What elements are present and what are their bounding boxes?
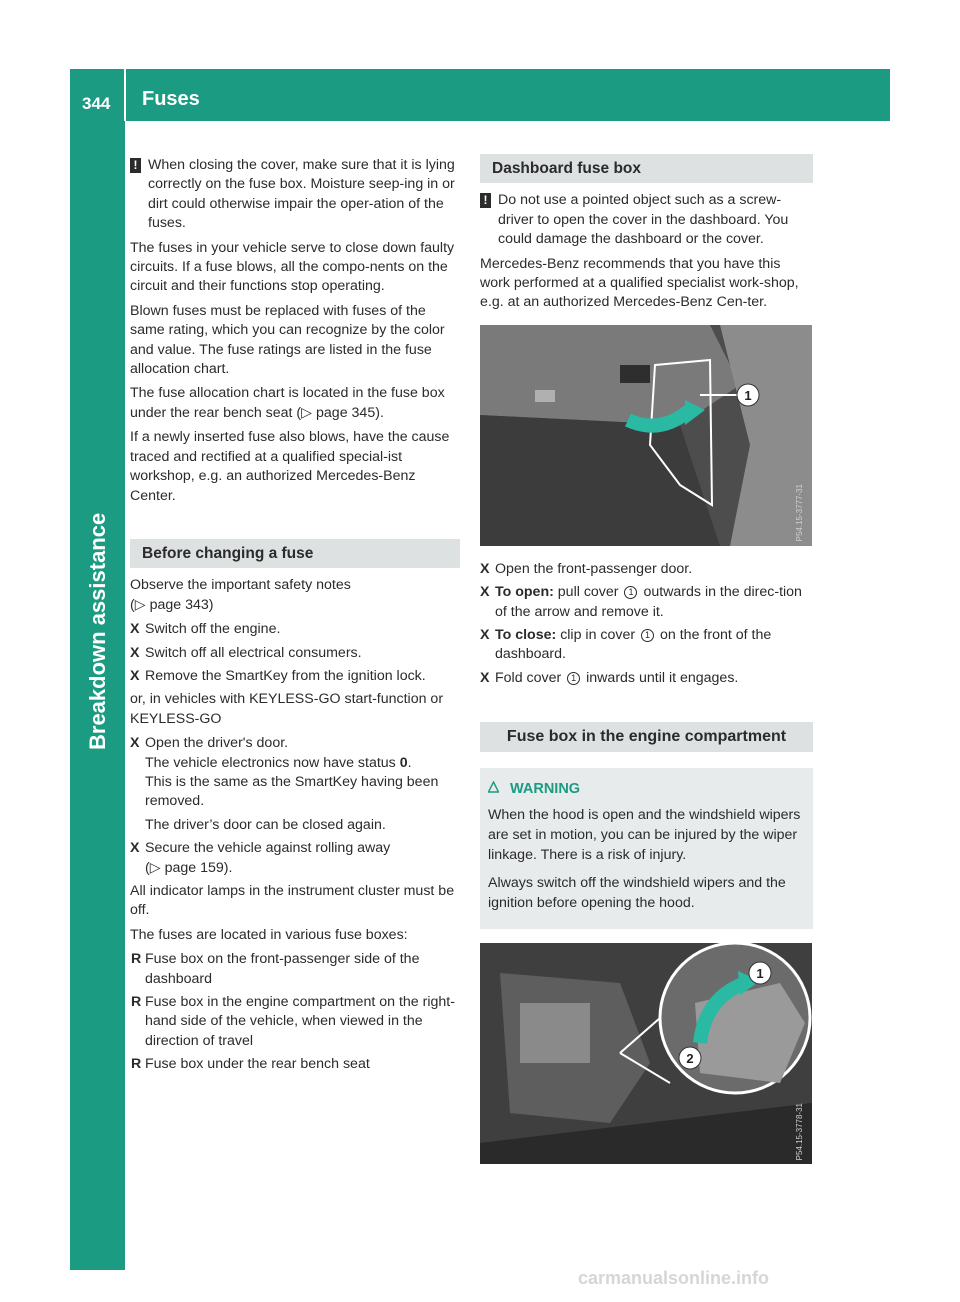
step-subtext: The vehicle electronics now have status [145, 754, 396, 771]
step-text: Open the front-passenger door. [495, 560, 693, 577]
step-item [130, 667, 460, 686]
step-arrow-icon: X [480, 560, 490, 577]
text: ). [375, 404, 384, 421]
callout-label: 1 [744, 387, 752, 403]
paragraph: The fuses are located in various fuse boxes: [130, 926, 408, 943]
step-text: Fold cover [495, 669, 562, 686]
bullet-icon: R [131, 1056, 142, 1073]
step-text: clip in cover [560, 627, 636, 644]
step-text: Switch off all electrical consumers. [145, 644, 362, 661]
paragraph [130, 384, 460, 423]
warning-text: When the hood is open and the windshield wipers are set in motion, you can be injured by the wiper linkage. There is a risk of injury. [488, 807, 801, 864]
status-value: 0 [399, 754, 408, 771]
step-text: pull cover [557, 584, 619, 601]
paragraph: All indicator lamps in the instrument cluster must be off. [130, 883, 455, 919]
section-heading: Dashboard fuse box [480, 154, 813, 183]
step-arrow-icon: X [130, 840, 140, 857]
caution-note [480, 191, 813, 249]
dashboard-fuse-box-photo [480, 325, 812, 546]
warning-triangle-icon [488, 781, 499, 793]
text: Observe the important safety notes [130, 577, 351, 594]
step-text: Secure the vehicle against rolling away [145, 840, 391, 857]
warning-box [480, 768, 813, 929]
step-text: Open the driver's door. [145, 735, 289, 752]
list-item [130, 950, 460, 989]
engine-compartment-illustration [480, 943, 812, 1164]
page-ref-arrow-icon: ▷ [301, 404, 313, 421]
page-ref-link[interactable]: page 159 [164, 859, 224, 876]
footer-watermark: carmanualsonline.info [578, 1268, 770, 1288]
warning-header [488, 780, 805, 799]
section-heading: Before changing a fuse [130, 539, 460, 568]
step-subtext: The driver’s door can be closed again. [145, 816, 386, 833]
image-code: P54.15-3778-31 [794, 1102, 804, 1161]
caution-note-text: When closing the cover, make sure that it is lying correctly on the fuse box. Moisture seep-ing in or dirt could otherwise impair the oper-ation of the fuses. [148, 157, 455, 232]
step-item [480, 560, 813, 579]
side-tab-label: Breakdown assistance [85, 512, 110, 750]
list-item-text: Fuse box on the front-passenger side of the dashboard [145, 951, 420, 987]
page-number: 344 [82, 94, 111, 113]
list-item [130, 1055, 460, 1074]
left-column [130, 156, 460, 1079]
page-ref-link[interactable]: page 343 [149, 596, 209, 613]
bullet-icon: R [131, 951, 142, 968]
page-ref-link[interactable]: page 345 [316, 404, 376, 421]
side-tab-label-wrap [85, 512, 110, 751]
callout-marker: 1 [641, 629, 654, 642]
list-item-text: Fuse box in the engine compartment on the right-hand side of the vehicle, when viewed in the direction of travel [145, 994, 455, 1049]
caution-note-text: Do not use a pointed object such as a screw-driver to open the cover in the dashboard. You could damage the dashboard or the cover. [498, 192, 789, 248]
engine-fuse-box-photo [480, 943, 812, 1164]
text: The fuse allocation chart is located in the fuse box under the rear bench seat ( [130, 385, 445, 421]
paragraph: or, in vehicles with KEYLESS-GO start-function or KEYLESS-GO [130, 691, 444, 727]
step-item [480, 626, 813, 665]
step-text: outwards in the direc-tion of the arrow and remove it. [495, 584, 802, 620]
step-arrow-icon: X [480, 584, 490, 601]
list-item [130, 993, 460, 1051]
page-ref-arrow-icon: ▷ [149, 859, 161, 876]
section-heading: Fuse box in the engine compartment [480, 722, 813, 751]
paragraph: Observe the important safety notes (▷ page 343) [130, 577, 351, 613]
step-arrow-icon: X [130, 644, 140, 661]
page-ref-arrow-icon: ▷ [134, 596, 146, 613]
step-text: on the front of the dashboard. [495, 627, 772, 663]
step-item [130, 620, 460, 639]
warning-title: WARNING [510, 780, 581, 797]
step-item [480, 669, 813, 688]
step-label: To open: [495, 584, 554, 601]
callout-label: 2 [686, 1051, 694, 1067]
step-text: Switch off the engine. [145, 621, 281, 638]
step-arrow-icon: X [130, 667, 140, 684]
step-subtext: This is the same as the SmartKey having been removed. [145, 773, 439, 810]
header-divider [124, 69, 126, 121]
bullet-icon: R [131, 994, 142, 1011]
exclamation-icon: ! [130, 158, 141, 173]
paragraph: If a newly inserted fuse also blows, have the cause traced and rectified at a qualified special-ist workshop, e.g. an authorized Mercedes-Benz Center. [130, 429, 450, 504]
right-column [480, 154, 813, 1164]
step-item [130, 644, 460, 663]
caution-note [130, 156, 460, 234]
dashboard-illustration [480, 325, 812, 546]
step-arrow-icon: X [480, 669, 490, 686]
callout-label: 1 [756, 966, 764, 982]
step-arrow-icon: X [130, 735, 140, 752]
list-item-text: Fuse box under the rear bench seat [145, 1056, 370, 1073]
exclamation-icon: ! [480, 193, 491, 208]
paragraph: Blown fuses must be replaced with fuses of the same rating, which you can recognize by the color and value. The fuse ratings are listed in the fuse allocation chart. [130, 302, 445, 378]
callout-marker: 1 [567, 672, 580, 685]
step-arrow-icon: X [480, 627, 490, 644]
step-text: inwards until it engages. [586, 669, 739, 686]
paragraph: The fuses in your vehicle serve to close down faulty circuits. If a fuse blows, all the compo-nents on the circuit and their functions stop operating. [130, 239, 455, 295]
image-code: P54.15-3777-31 [794, 484, 804, 542]
step-arrow-icon: X [130, 621, 140, 638]
step-item: X Secure the vehicle against rolling away (▷ page 159). [130, 840, 391, 876]
step-item: X Open the driver's door. The vehicle electronics now have status 0. This is the same as the SmartKey having been removed. The driver’s door can be closed again. [130, 734, 460, 835]
step-text: Remove the SmartKey from the ignition lock. [145, 667, 426, 684]
step-label: To close: [495, 627, 557, 644]
section-title: Fuses [142, 88, 200, 110]
step-item [480, 583, 813, 622]
paragraph: Mercedes-Benz recommends that you have this work performed at a qualified specialist work-shop, e.g. at an authorized Mercedes-Benz Cen-ter. [480, 255, 799, 311]
warning-text: Always switch off the windshield wipers and the ignition before opening the hood. [488, 875, 786, 912]
callout-marker: 1 [624, 586, 637, 599]
